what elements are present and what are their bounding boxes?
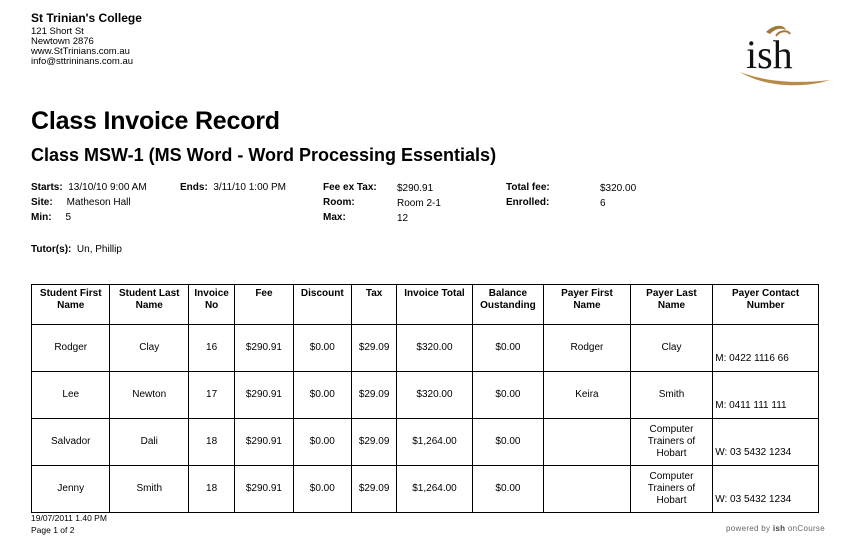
powered-by-brand: ish <box>772 524 786 533</box>
table-cell: Clay <box>110 325 188 372</box>
table-cell: $1,264.00 <box>397 466 472 513</box>
table-cell: Jenny <box>32 466 110 513</box>
tutor-line <box>31 242 122 257</box>
fee-ex-tax-value: $290.91 <box>397 183 434 194</box>
tutor-label: Tutor(s): <box>31 244 72 255</box>
table-cell: $320.00 <box>397 372 472 419</box>
table-cell: Computer Trainers of Hobart <box>630 466 713 513</box>
table-cell: M: 0411 111 111 <box>713 372 819 419</box>
table-cell: $0.00 <box>472 466 543 513</box>
col-header: Tax <box>351 285 396 325</box>
table-cell: $290.91 <box>235 419 293 466</box>
details-col-4-values <box>600 181 636 211</box>
table-cell: W: 03 5432 1234 <box>713 466 819 513</box>
table-cell: Lee <box>32 372 110 419</box>
college-website: www.StTrinians.com.au <box>31 46 130 57</box>
total-fee-label: Total fee: <box>506 182 550 193</box>
table-cell: $1,264.00 <box>397 419 472 466</box>
table-cell: Dali <box>110 419 188 466</box>
table-cell: Smith <box>630 372 713 419</box>
table-cell: $29.09 <box>351 419 396 466</box>
svg-text:ish: ish <box>746 32 793 77</box>
table-cell: Computer Trainers of Hobart <box>630 419 713 466</box>
table-cell: $29.09 <box>351 466 396 513</box>
table-cell: Rodger <box>32 325 110 372</box>
fee-ex-tax-label: Fee ex Tax: <box>323 182 377 193</box>
details-col-2 <box>180 180 286 195</box>
table-cell: $0.00 <box>293 419 351 466</box>
page-number: Page 1 of 2 <box>31 525 75 535</box>
table-row <box>32 466 819 513</box>
table-cell: $0.00 <box>293 325 351 372</box>
col-header: Student Last Name <box>110 285 188 325</box>
max-value: 12 <box>397 213 409 224</box>
table-cell: Keira <box>544 372 631 419</box>
table-cell: $320.00 <box>397 325 472 372</box>
table-cell: Smith <box>110 466 188 513</box>
room-label: Room: <box>323 197 355 208</box>
table-cell: 18 <box>188 466 234 513</box>
enrolled-label: Enrolled: <box>506 197 550 208</box>
col-header: Payer Last Name <box>630 285 713 325</box>
enrolled-value: 6 <box>600 198 606 209</box>
ends-label: Ends: <box>180 182 208 193</box>
min-label: Min: <box>31 212 52 223</box>
ends-value: 3/11/10 1:00 PM <box>213 182 286 193</box>
college-address-2: Newtown 2876 <box>31 36 94 47</box>
starts-label: Starts: <box>31 182 63 193</box>
table-row <box>32 419 819 466</box>
table-header-row <box>32 285 819 325</box>
table-cell: $29.09 <box>351 325 396 372</box>
college-header <box>31 12 142 67</box>
table-cell: $0.00 <box>472 372 543 419</box>
table-cell: Newton <box>110 372 188 419</box>
max-label: Max: <box>323 212 346 223</box>
col-header: Invoice Total <box>397 285 472 325</box>
tutor-value: Un, Phillip <box>76 244 122 255</box>
table-cell: 17 <box>188 372 234 419</box>
table-cell: $290.91 <box>235 466 293 513</box>
table-cell: Clay <box>630 325 713 372</box>
report-subtitle: Class MSW-1 (MS Word - Word Processing Essentials) <box>31 145 497 165</box>
site-label: Site: <box>31 197 53 208</box>
col-header: Fee <box>235 285 293 325</box>
total-fee-value: $320.00 <box>600 183 637 194</box>
table-cell: M: 0422 1116 66 <box>713 325 819 372</box>
table-cell <box>544 466 631 513</box>
table-row <box>32 372 819 419</box>
details-col-1 <box>31 180 147 225</box>
col-header: Invoice No <box>188 285 234 325</box>
table-cell: Salvador <box>32 419 110 466</box>
printed-timestamp: 19/07/2011 1.40 PM <box>31 513 107 523</box>
col-header: Payer Contact Number <box>713 285 819 325</box>
table-cell: $0.00 <box>293 372 351 419</box>
college-email: info@sttrininans.com.au <box>31 56 134 67</box>
table-cell: $290.91 <box>235 325 293 372</box>
ish-logo-icon <box>736 22 832 88</box>
table-cell <box>544 419 631 466</box>
footer-info <box>31 512 107 536</box>
details-col-4-labels <box>506 180 550 210</box>
table-cell: $0.00 <box>293 466 351 513</box>
room-value: Room 2-1 <box>397 198 441 209</box>
table-cell: Rodger <box>544 325 631 372</box>
table-cell: 18 <box>188 419 234 466</box>
powered-by <box>726 524 825 533</box>
invoice-table <box>31 284 819 513</box>
table-cell: W: 03 5432 1234 <box>713 419 819 466</box>
table-cell: $0.00 <box>472 325 543 372</box>
powered-by-prefix: powered by <box>726 524 773 533</box>
college-name: St Trinian's College <box>31 11 142 25</box>
starts-value: 13/10/10 9:00 AM <box>68 182 147 193</box>
details-col-3-labels <box>323 180 377 225</box>
col-header: Discount <box>293 285 351 325</box>
details-col-3-values <box>397 181 441 226</box>
report-title: Class Invoice Record <box>31 107 280 135</box>
powered-by-product: onCourse <box>785 524 825 533</box>
col-header: Student First Name <box>32 285 110 325</box>
min-value: 5 <box>65 212 72 223</box>
col-header: Balance Oustanding <box>472 285 543 325</box>
college-address-1: 121 Short St <box>31 26 84 37</box>
site-value: Matheson Hall <box>66 197 131 208</box>
table-cell: 16 <box>188 325 234 372</box>
table-cell: $29.09 <box>351 372 396 419</box>
table-row <box>32 325 819 372</box>
col-header: Payer First Name <box>544 285 631 325</box>
table-cell: $290.91 <box>235 372 293 419</box>
table-cell: $0.00 <box>472 419 543 466</box>
